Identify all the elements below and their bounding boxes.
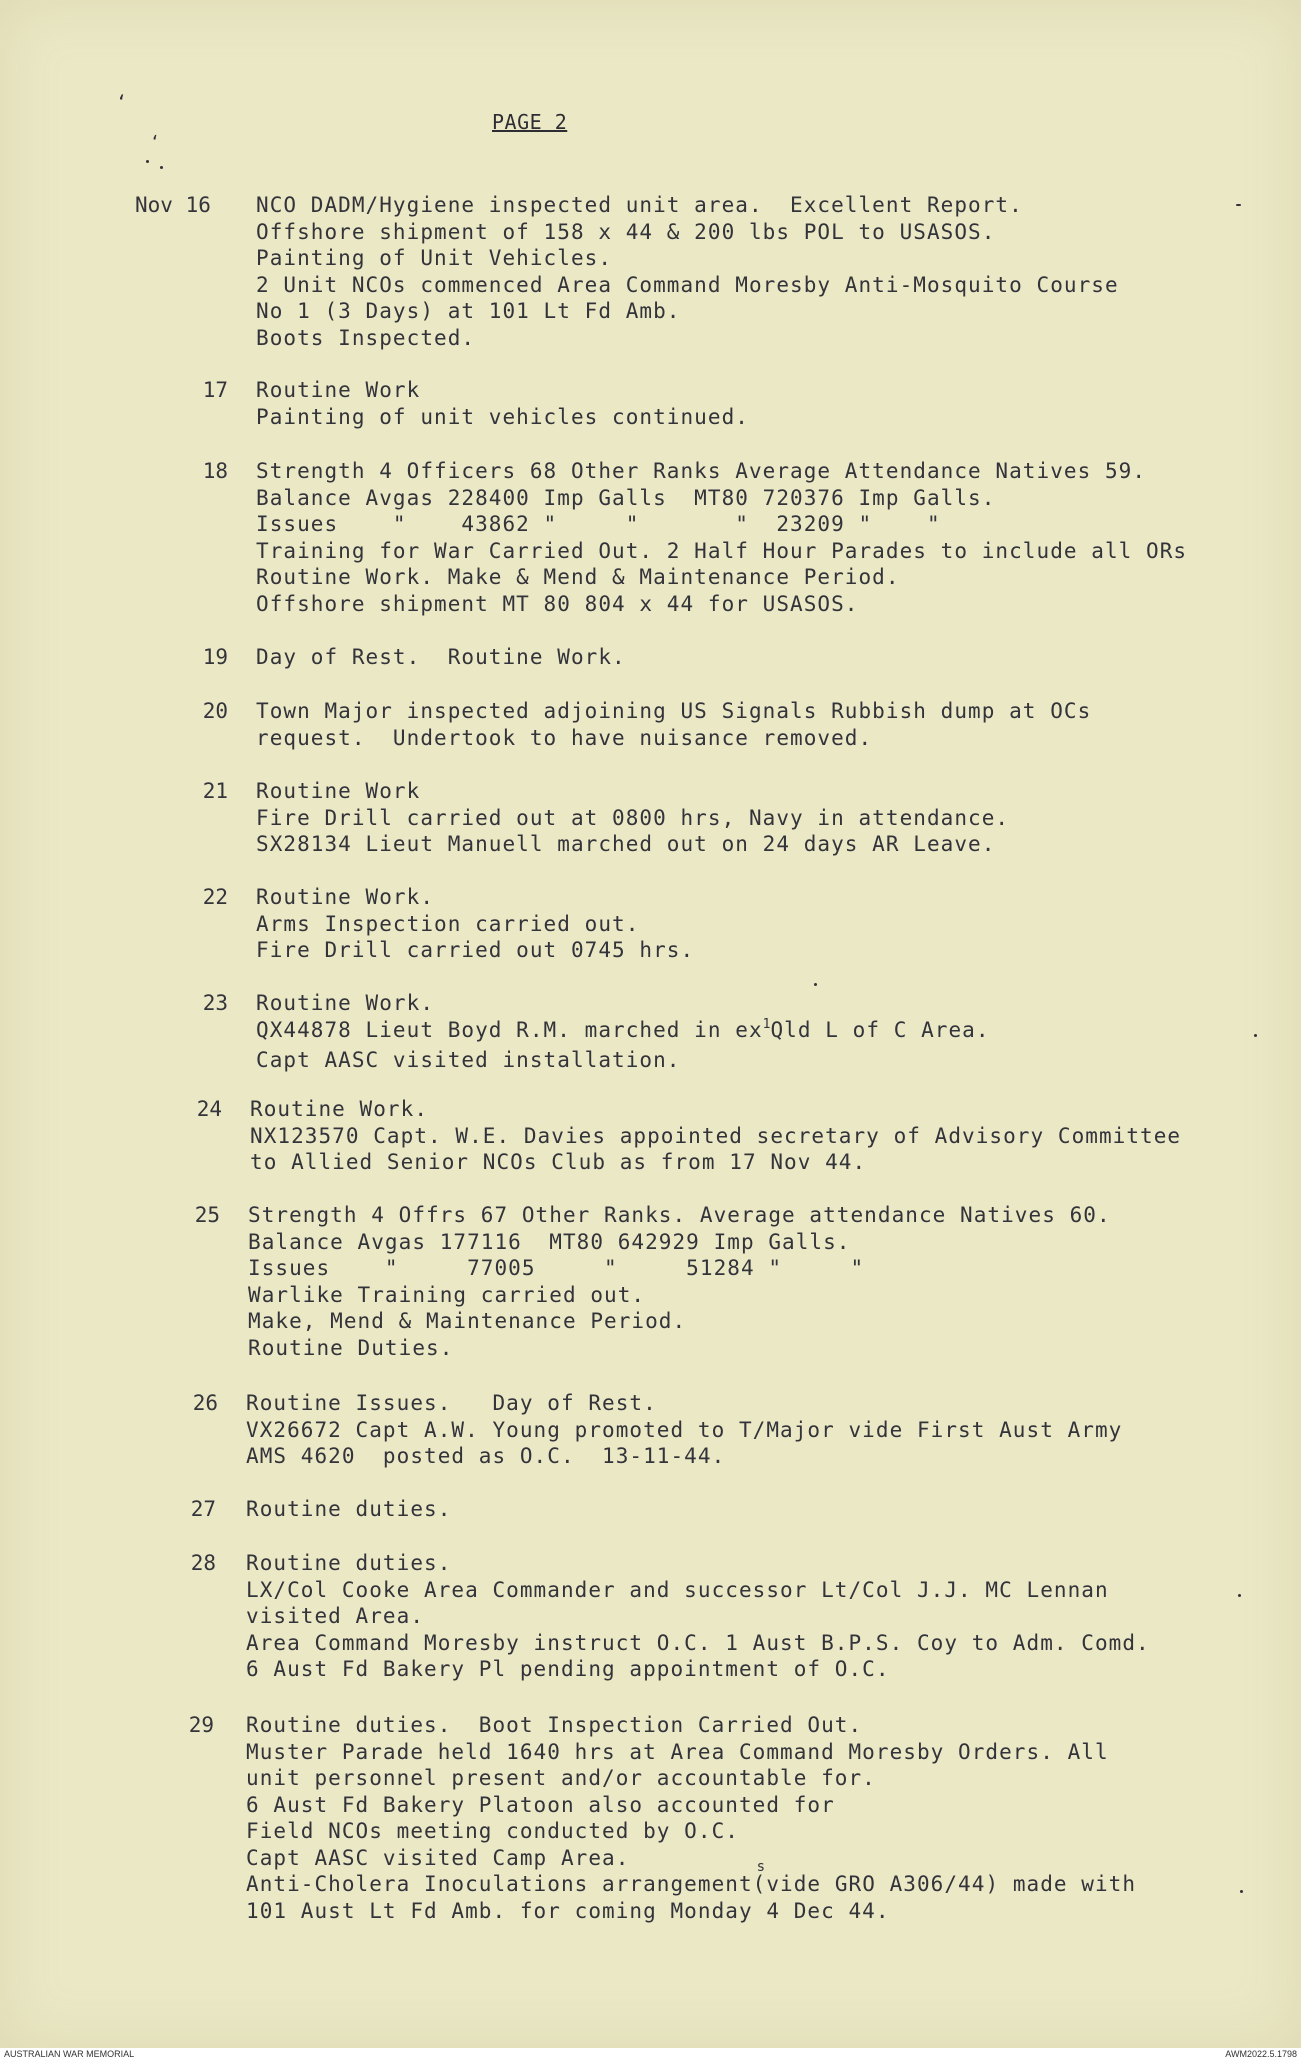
- ink-dot: [1236, 204, 1241, 206]
- entry-line: Warlike Training carried out.: [248, 1282, 646, 1307]
- entry-line: Routine duties.: [246, 1551, 452, 1575]
- entry-line: Training for War Carried Out. 2 Half Hour Parades to include all ORs: [256, 538, 1188, 563]
- entry-date: 26: [192, 1391, 218, 1415]
- entry-date: 29: [188, 1713, 214, 1737]
- entry-line: Area Command Moresby instruct O.C. 1 Aust B.P.S. Coy to Adm. Comd.: [246, 1630, 1150, 1655]
- pencil-mark: ʻ: [116, 92, 127, 113]
- entry-line: Boots Inspected.: [256, 325, 476, 350]
- entry-line: No 1 (3 Days) at 101 Lt Fd Amb.: [256, 299, 681, 323]
- entry-line: Routine Issues. Day of Rest.: [246, 1391, 657, 1415]
- entry-date: 18: [202, 459, 228, 483]
- entry-line: Offshore shipment MT 80 804 x 44 for USASOS.: [256, 591, 859, 616]
- ink-dot: [1240, 1890, 1243, 1893]
- ink-dot: [160, 166, 163, 169]
- pencil-mark: ʻ: [150, 132, 160, 151]
- entry-line: Routine Work: [256, 779, 421, 803]
- entry-line: AMS 4620 posted as O.C. 13-11-44.: [246, 1444, 726, 1468]
- entry-line: Day of Rest. Routine Work.: [256, 645, 626, 669]
- superscript-mark: s: [756, 1859, 766, 1875]
- page-title: PAGE 2: [492, 110, 568, 134]
- entry-line: Capt AASC visited Camp Area.: [246, 1845, 630, 1870]
- entry-date: Nov 16: [135, 193, 211, 217]
- entry-line: Routine Work: [256, 378, 421, 402]
- entry-line: unit personnel present and/or accountable for.: [246, 1766, 876, 1790]
- entry-date: 28: [190, 1551, 216, 1575]
- superscript-mark: 1: [762, 1016, 771, 1032]
- entry-line: Arms Inspection carried out.: [256, 911, 640, 936]
- entry-line: Routine Work.: [256, 885, 435, 909]
- entry-line: Strength 4 Offrs 67 Other Ranks. Average attendance Natives 60.: [248, 1203, 1111, 1227]
- entry-line: Routine Work.: [256, 991, 435, 1015]
- footer-institution: AUSTRALIAN WAR MEMORIAL: [4, 2049, 135, 2059]
- entry-date: 20: [202, 699, 228, 723]
- entry-line: Painting of unit vehicles continued.: [256, 404, 749, 429]
- entry-date: 27: [190, 1497, 216, 1521]
- entry-line: 6 Aust Fd Bakery Platoon also accounted for: [246, 1792, 835, 1817]
- entry-line: Capt AASC visited installation.: [256, 1048, 681, 1072]
- entry-line: NCO DADM/Hygiene inspected unit area. Excellent Report.: [256, 193, 1023, 217]
- entry-line: Issues " 43862 " " " 23209 " ": [256, 512, 941, 536]
- entry-line: 101 Aust Lt Fd Amb. for coming Monday 4 Dec 44.: [246, 1898, 890, 1923]
- entry-line: Issues " 77005 " 51284 " ": [248, 1256, 865, 1280]
- entry-line: Routine Duties.: [248, 1335, 454, 1360]
- entry-line: Routine Work. Make & Mend & Maintenance Period.: [256, 565, 900, 589]
- entry-line: Field NCOs meeting conducted by O.C.: [246, 1819, 739, 1843]
- entry-date: 19: [202, 645, 228, 669]
- entry-line: Painting of Unit Vehicles.: [256, 246, 613, 270]
- entry-date: 25: [194, 1203, 220, 1227]
- entry-line: VX26672 Capt A.W. Young promoted to T/Major vide First Aust Army: [246, 1417, 1123, 1442]
- entry-line: [246, 1859, 1137, 1898]
- entry-line: Balance Avgas 177116 MT80 642929 Imp Galls.: [248, 1229, 851, 1254]
- entry-line: Offshore shipment of 158 x 44 & 200 lbs POL to USASOS.: [256, 219, 996, 244]
- entry-line: Fire Drill carried out 0745 hrs.: [256, 938, 695, 962]
- archive-footer: [0, 2048, 1301, 2061]
- entry-line: Routine duties. Boot Inspection Carried Out.: [246, 1713, 863, 1737]
- entry-line: Strength 4 Officers 68 Other Ranks Average Attendance Natives 59.: [256, 459, 1147, 483]
- ink-dot: [1254, 1034, 1257, 1037]
- footer-reference: AWM2022.5.1798: [1225, 2049, 1297, 2059]
- ink-dot: [146, 160, 149, 163]
- entry-line: [256, 1017, 990, 1048]
- entry-line: SX28134 Lieut Manuell marched out on 24 days AR Leave.: [256, 832, 996, 856]
- entry-line: to Allied Senior NCOs Club as from 17 Nov 44.: [250, 1150, 867, 1174]
- entry-line: visited Area.: [246, 1604, 425, 1628]
- entry-line-text: Anti-Cholera Inoculations arrangement: [246, 1872, 753, 1896]
- entry-date: 21: [202, 779, 228, 803]
- entry-line: Town Major inspected adjoining US Signals Rubbish dump at OCs: [256, 699, 1092, 723]
- ink-dot: [814, 983, 817, 986]
- entry-line: request. Undertook to have nuisance removed.: [256, 725, 873, 750]
- entry-line: Make, Mend & Maintenance Period.: [248, 1309, 687, 1333]
- entry-date: 23: [202, 991, 228, 1015]
- entry-date: 24: [196, 1097, 222, 1121]
- entry-date: 22: [202, 885, 228, 909]
- entry-line-text: (vide GRO A306/44) made with: [752, 1872, 1137, 1896]
- entry-line-text: Qld L of C Area.: [770, 1017, 990, 1042]
- ink-dot: [1238, 1594, 1241, 1597]
- entry-line: Routine Work.: [250, 1097, 429, 1121]
- entry-line: LX/Col Cooke Area Commander and successor Lt/Col J.J. MC Lennan: [246, 1577, 1109, 1602]
- entry-date: 17: [202, 378, 228, 402]
- entry-line: Balance Avgas 228400 Imp Galls MT80 720376 Imp Galls.: [256, 485, 996, 510]
- entry-line-text: QX44878 Lieut Boyd R.M. marched in ex: [256, 1017, 763, 1042]
- entry-line: 2 Unit NCOs commenced Area Command Moresby Anti-Mosquito Course: [256, 272, 1119, 297]
- entry-line: 6 Aust Fd Bakery Pl pending appointment of O.C.: [246, 1657, 890, 1681]
- entry-line: NX123570 Capt. W.E. Davies appointed secretary of Advisory Committee: [250, 1123, 1182, 1148]
- entry-line: Fire Drill carried out at 0800 hrs, Navy in attendance.: [256, 805, 1010, 830]
- entry-line: Routine duties.: [246, 1497, 452, 1521]
- entry-line: Muster Parade held 1640 hrs at Area Command Moresby Orders. All: [246, 1739, 1109, 1764]
